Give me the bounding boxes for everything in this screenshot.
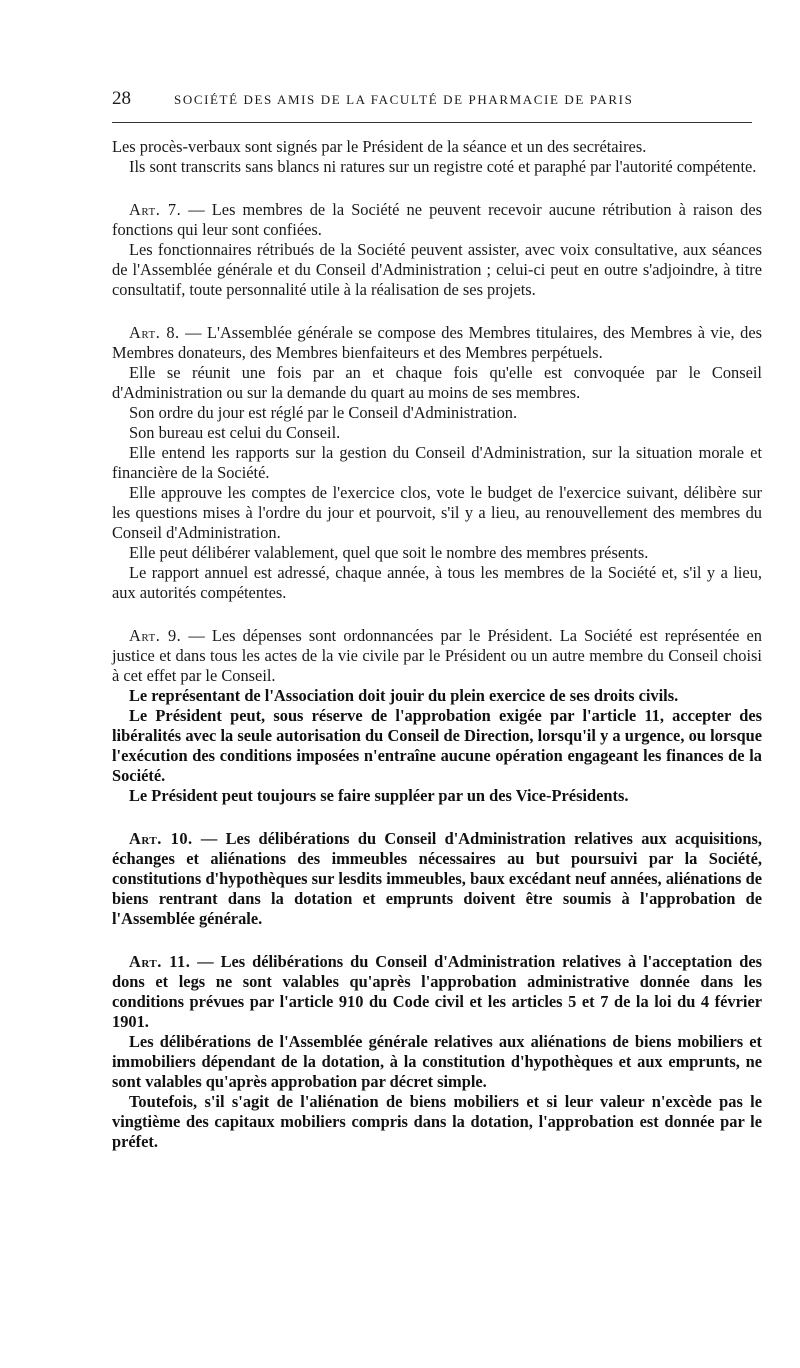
paragraph-text: Son bureau est celui du Conseil. <box>129 423 341 442</box>
paragraph <box>112 706 762 786</box>
paragraph-text: Le rapport annuel est adressé, chaque année, à tous les membres de la Société et, s'il y a lieu, aux autorités compétentes. <box>112 563 762 602</box>
paragraph <box>112 1092 762 1152</box>
page-number: 28 <box>112 88 131 109</box>
article-10 <box>112 829 762 929</box>
paragraph-text: — Les dépenses sont ordonnancées par le Président. La Société est représentée en justice et dans tous les actes de la vie civile par le Président ou un autre membre du Conseil choisi à cet effet par le Conseil. <box>112 626 762 685</box>
paragraph-text: — L'Assemblée générale se compose des Membres titulaires, des Membres à vie, des Membres donateurs, des Membres bienfaiteurs et des Membres perpétuels. <box>112 323 762 362</box>
paragraph-text: Le représentant de l'Association doit jouir du plein exercice de ses droits civils. <box>129 686 679 705</box>
paragraph <box>112 543 762 563</box>
paragraph <box>112 403 762 423</box>
paragraph <box>112 240 762 300</box>
paragraph <box>112 563 762 603</box>
article-label: Art. 7. <box>129 200 182 219</box>
paragraph-text: Le Président peut, sous réserve de l'approbation exigée par l'article 11, accepter des libéralités avec la seule autorisation du Conseil de Direction, lorsqu'il y a urgence, ou lorsque l'exécution des conditions imposées n'entraîne aucune opération engageant les finances de la Société. <box>112 706 762 785</box>
article-11 <box>112 952 762 1032</box>
paragraph <box>112 423 762 443</box>
paragraph-text: — Les délibérations du Conseil d'Administration relatives à l'acceptation des dons et legs ne sont valables qu'après l'approbation administrative donnée dans les conditions prévues par l'article 910 du Code civil et les articles 5 et 7 de la loi du 4 février 1901. <box>112 952 762 1031</box>
paragraph-text: Les délibérations de l'Assemblée générale relatives aux aliénations de biens mobiliers et immobiliers dépendant de la dotation, à la constitution d'hypothèques et aux emprunts, ne sont valables qu'après approbation par décret simple. <box>112 1032 762 1091</box>
paragraph-text: Elle peut délibérer valablement, quel que soit le nombre des membres présents. <box>129 543 649 562</box>
article-label: Art. 11. <box>129 952 191 971</box>
paragraph <box>112 483 762 543</box>
paragraph-text: Elle se réunit une fois par an et chaque fois qu'elle est convoquée par le Conseil d'Administration ou sur la demande du quart au moins de ses membres. <box>112 363 762 402</box>
paragraph <box>112 686 762 706</box>
paragraph <box>112 137 762 157</box>
paragraph-text: Elle approuve les comptes de l'exercice clos, vote le budget de l'exercice suivant, délibère sur les questions mises à l'ordre du jour et pourvoit, s'il y a lieu, au renouvellement des membres du Conseil d'Administration. <box>112 483 762 542</box>
page-header <box>112 88 752 123</box>
paragraph <box>112 157 762 177</box>
paragraph <box>112 786 762 806</box>
paragraph-text: — Les délibérations du Conseil d'Administration relatives aux acquisitions, échanges et aliénations des immeubles nécessaires au but poursuivi par la Société, constitutions d'hypothèques sur lesdits immeubles, baux excédant neuf années, aliénations de biens rentrant dans la dotation et emprunts doivent être soumis à l'approbation de l'Assemblée générale. <box>112 829 762 928</box>
paragraph-text: Les procès-verbaux sont signés par le Président de la séance et un des secrétaires. <box>112 137 647 156</box>
paragraph-text: Elle entend les rapports sur la gestion du Conseil d'Administration, sur la situation morale et financière de la Société. <box>112 443 762 482</box>
paragraph-text: Son ordre du jour est réglé par le Conseil d'Administration. <box>129 403 518 422</box>
paragraph-text: — Les membres de la Société ne peuvent recevoir aucune rétribution à raison des fonctions qui leur sont confiées. <box>112 200 762 239</box>
paragraph <box>112 443 762 483</box>
article-label: Art. 8. <box>129 323 180 342</box>
article-8 <box>112 323 762 363</box>
article-9 <box>112 626 762 686</box>
paragraph <box>112 363 762 403</box>
paragraph-text: Les fonctionnaires rétribués de la Société peuvent assister, avec voix consultative, aux séances de l'Assemblée générale et du Conseil d'Administration ; celui-ci peut en outre s'adjoindre, à titre consultatif, toute personnalité utile à la réalisation de ses projets. <box>112 240 762 299</box>
article-label: Art. 9. <box>129 626 182 645</box>
article-label: Art. 10. <box>129 829 193 848</box>
running-head: SOCIÉTÉ DES AMIS DE LA FACULTÉ DE PHARMACIE DE PARIS <box>174 92 634 107</box>
paragraph-text: Ils sont transcrits sans blancs ni ratures sur un registre coté et paraphé par l'autorité compétente. <box>129 157 757 176</box>
body-text <box>112 137 762 1152</box>
article-7 <box>112 200 762 240</box>
paragraph-text: Toutefois, s'il s'agit de l'aliénation de biens mobiliers et si leur valeur n'excède pas le vingtième des capitaux mobiliers compris dans la dotation, l'approbation est donnée par le préfet. <box>112 1092 762 1151</box>
paragraph <box>112 1032 762 1092</box>
paragraph-text: Le Président peut toujours se faire suppléer par un des Vice-Présidents. <box>129 786 629 805</box>
